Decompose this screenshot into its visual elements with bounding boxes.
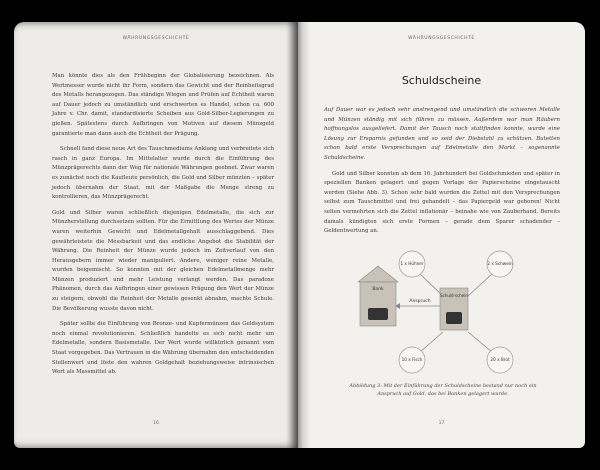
figure-caption: Abbildung 3: Mit der Einführung der Schuldscheine bestand nur noch ein Anspruch auf Gold, das bei Banken gelagert wurde.	[349, 383, 537, 398]
arrow-line	[468, 332, 492, 352]
node-label: 2 x Schwein	[487, 261, 513, 266]
schuldscheine-diagram	[348, 246, 548, 376]
left-running-head: WÄHRUNGSGESCHICHTE	[122, 36, 190, 41]
left-paragraph: Gold und Silber waren schließlich diejenigen Edelmetalle, die sich zur Münzherstellung durchsetzen sollten. Für die Ermittlung des Wertes der Münze waren weiterhin Gewicht und Edelmetallgehalt ausschlaggebend. Dies gewährleistete die Messbarkeit und das endliche Angebot die Stabilität der Währung. Die Reinheit der Münze wurde jedoch im Zeitverlauf von den Herausgebern immer wieder manipuliert. Andere, weniger reine Metalle, wurden beigemischt. So konnten mit der gleichen Edelmetallmenge mehr Münzen produziert und mehr Leistung verlangt werden. Das paradoxe Phänomen, durch das Aufbringen einer gewissen Prägung den Wert der Münze zu steigern, obwohl die Reinheit der Metalle gesenkt abnahm, machte Schule. Die Bevölkerung wusste davon nicht.	[52, 209, 274, 312]
node-label: 1 x Hühner	[400, 261, 424, 266]
gold-bag-icon	[446, 312, 462, 324]
right-paragraph: Auf Dauer war es jedoch sehr anstrengend und umständlich die schweren Metalle und Münzen ständig mit sich führen zu müssen. Außerdem war man Räubern hoffnungslos ausgeliefert. Damit der Tausch noch stattfinden konnte, wurde eine Lösung zur Ersparnis gefunden und so seid der Diebstahl zu schützen. Butetten schon bald erste Versprechungen auf Edelmetalle den Markt – sogenannte Schuldscheine.	[324, 107, 560, 161]
arrow-line	[468, 274, 492, 296]
left-page-number: 16	[153, 421, 159, 426]
right-running-head: WÄHRUNGSGESCHICHTE	[408, 36, 475, 41]
left-body-text	[52, 72, 274, 384]
chapter-title: Schuldscheine	[401, 74, 482, 87]
bank-building	[358, 266, 398, 326]
schuldschein-label: Schuld-schein	[440, 293, 468, 298]
node-label: 20 x Brot	[490, 357, 510, 362]
right-paragraph: Gold und Silber konnten ab dem 16. Jahrhundert bei Goldschmieden und später in speziellen Banken gelagert und gegen Vorlage der Papierscheine eingetauscht werden (Siehe Abb. 3). Schon sehr bald wurden die Zettel mit den Versprechungen selbst zum Tauschmittel und frei gehandelt – das Papiergeld war geboren! Nicht selten vermehrten sich die Zettel inflationär – beinahe wie von Zauberhand. Bereits damals kündigten sich erste Formen – gerade dem Sparer schadender – Geldentwertung an.	[324, 170, 560, 235]
right-page-number: 17	[438, 421, 445, 426]
arrow-line	[420, 332, 443, 352]
book-gutter	[286, 22, 310, 448]
right-page	[298, 22, 585, 448]
left-paragraph: Man könnte dies als den Frühbeginn der Globalisierung bezeichnen. Als Wertmesser wurde nicht ihr Form, sondern das Gewicht und der Reinheitsgrad des Metalls herangezogen. Das ständige Wiegen und Prüfen auf Echtheit waren auf Dauer jedoch zu umständlich und erschwerten es Handel, schon ca. 600 Jahre v. Chr. damit, standardisierte Scheiben aus Gold-Silber-Legierungen zu gießen. Spätestens durch Aufbringen von Motiven auf diesem Münzgeld garantierte man dann auch die Echtheit der Prägung.	[52, 73, 274, 137]
right-body-text	[324, 106, 560, 243]
gold-bag-icon	[368, 308, 388, 320]
anspruch-label: Anspruch	[409, 299, 431, 304]
node-label: 10 x Fisch	[401, 357, 423, 362]
left-page	[14, 22, 298, 448]
left-paragraph: Später sollte die Einführung von Bronze- und Kupfermünzen das Geldsystem noch einmal revolutionieren. Schließlich handelte es sich nicht mehr um Edelmetalle, sondern Basismetalle. Der Wert wurde willkürlich genannt vom Staat vorgegeben. Das Vertrauen in die Währung übernahm den entscheidenden Stellenwert und löste den wahren Goldgehalt beziehungsweise intrinsischen Wert als Massmittel ab.	[52, 321, 274, 376]
left-paragraph: Schnell fand diese neue Art des Tauschmediums Anklang und verbreitete sich rasch in ganz Europa. Im Mittelalter wurde durch die Einführung des Münzprägerechts dann der Weg für nationale Währungen geebnet. Zwar waren es zunächst noch die Kaufleute persönlich, die Gold und Silber münzten – später jedoch übernahm der Staat, mit der Maßgabe die Menge streng zu kontrollieren, das Münzprägerecht.	[52, 146, 274, 201]
bank-label: Bank	[372, 287, 384, 292]
